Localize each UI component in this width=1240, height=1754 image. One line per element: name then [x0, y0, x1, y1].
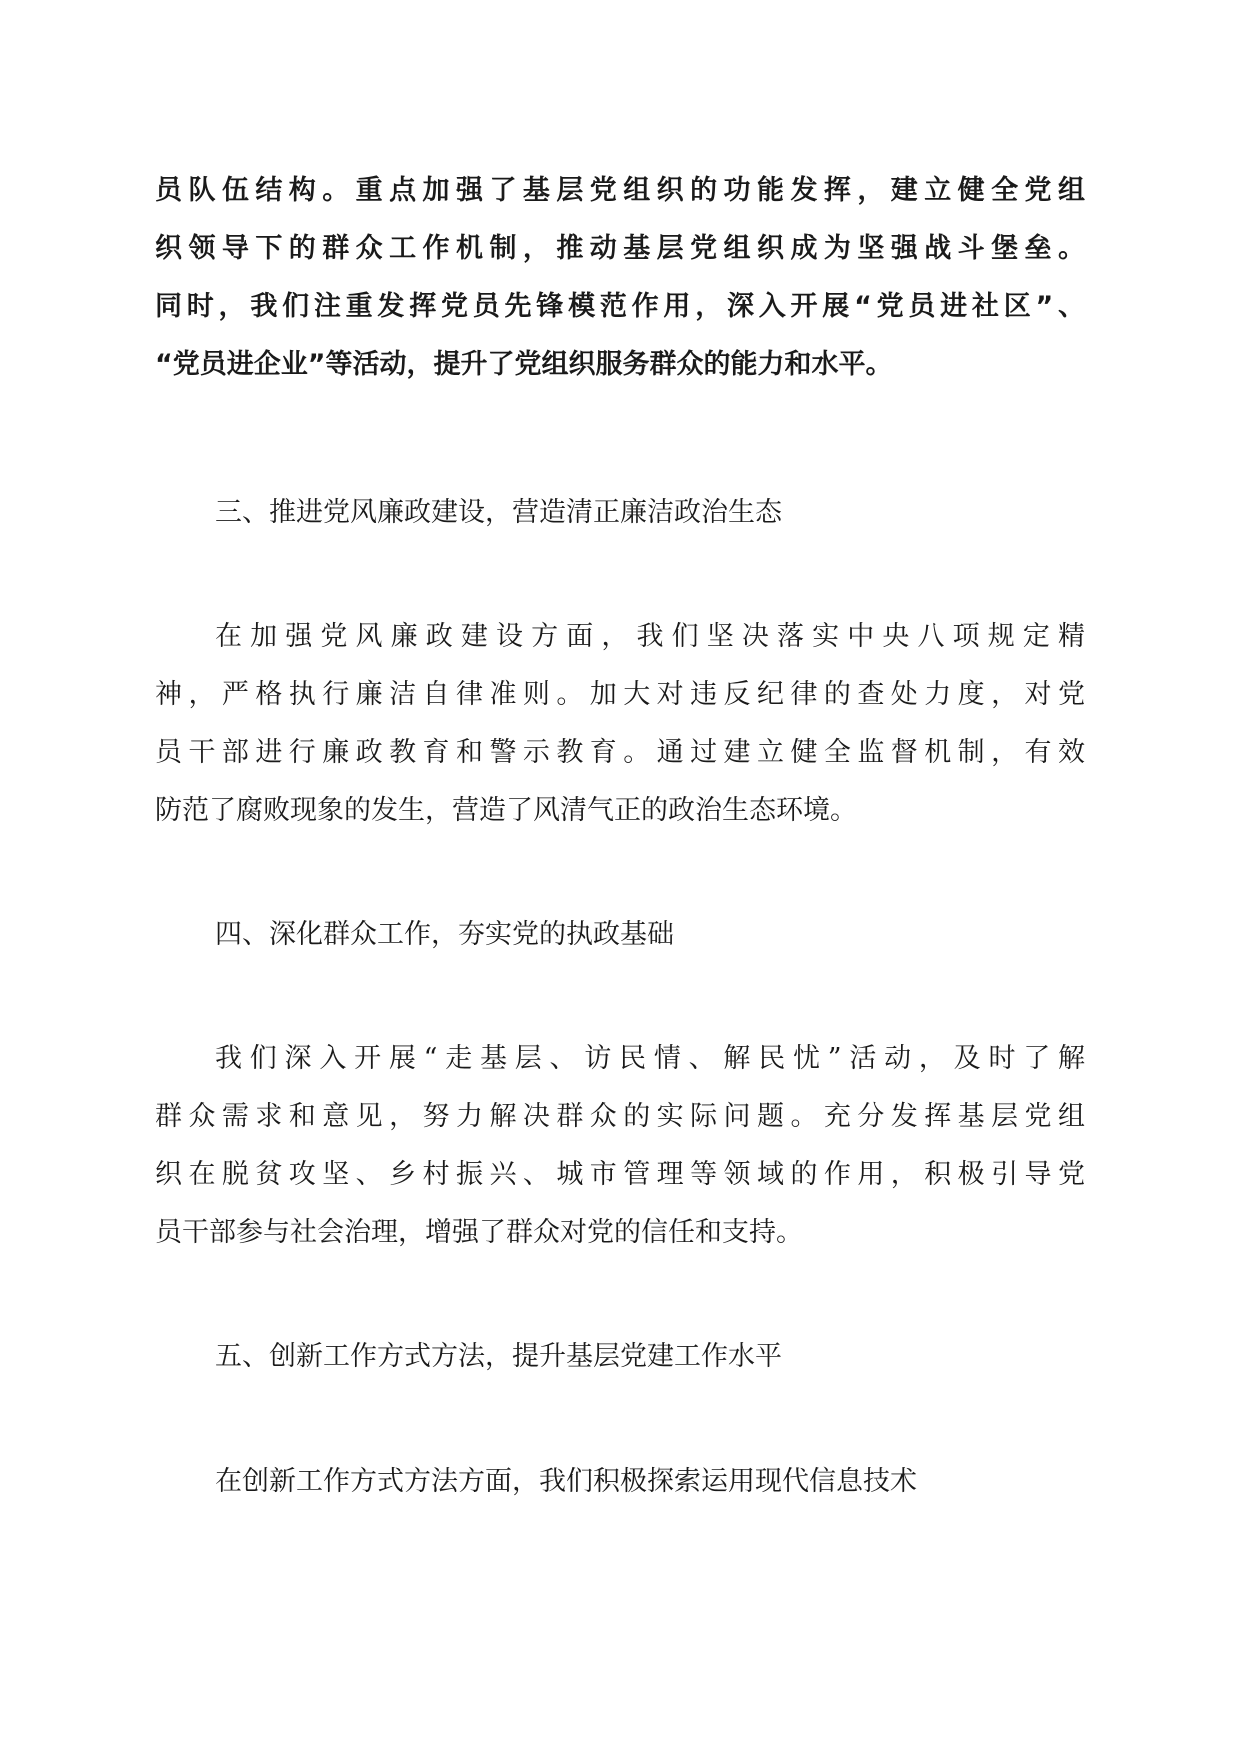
paragraph-line: 防范了腐败现象的发生，营造了风清气正的政治生态环境。 — [155, 795, 857, 826]
paragraph-line: 群众需求和意见，努力解决群众的实际问题。充分发挥基层党组 — [155, 1101, 1085, 1132]
section-heading: 四、深化群众工作，夯实党的执政基础 — [215, 919, 674, 950]
paragraph-line: 员干部参与社会治理，增强了群众对党的信任和支持。 — [155, 1217, 803, 1248]
paragraph-line: 神，严格执行廉洁自律准则。加大对违反纪律的查处力度，对党 — [155, 679, 1085, 710]
paragraph-line: 织领导下的群众工作机制，推动基层党组织成为坚强战斗堡垒。 — [155, 233, 1085, 264]
paragraph-line: 员队伍结构。重点加强了基层党组织的功能发挥，建立健全党组 — [155, 175, 1085, 206]
section-heading: 三、推进党风廉政建设，营造清正廉洁政治生态 — [215, 497, 782, 528]
paragraph-line: 员干部进行廉政教育和警示教育。通过建立健全监督机制，有效 — [155, 737, 1085, 768]
paragraph-line: “党员进企业”等活动，提升了党组织服务群众的能力和水平。 — [155, 349, 893, 380]
paragraph-line: 织在脱贫攻坚、乡村振兴、城市管理等领域的作用，积极引导党 — [155, 1159, 1085, 1190]
paragraph-line: 同时，我们注重发挥党员先锋模范作用，深入开展“党员进社区”、 — [155, 291, 1085, 322]
paragraph-line: 在创新工作方式方法方面，我们积极探索运用现代信息技术 — [215, 1466, 917, 1497]
paragraph-line: 我们深入开展“走基层、访民情、解民忧”活动，及时了解 — [215, 1043, 1085, 1074]
section-heading: 五、创新工作方式方法，提升基层党建工作水平 — [215, 1341, 782, 1372]
paragraph-line: 在加强党风廉政建设方面，我们坚决落实中央八项规定精 — [215, 621, 1085, 652]
